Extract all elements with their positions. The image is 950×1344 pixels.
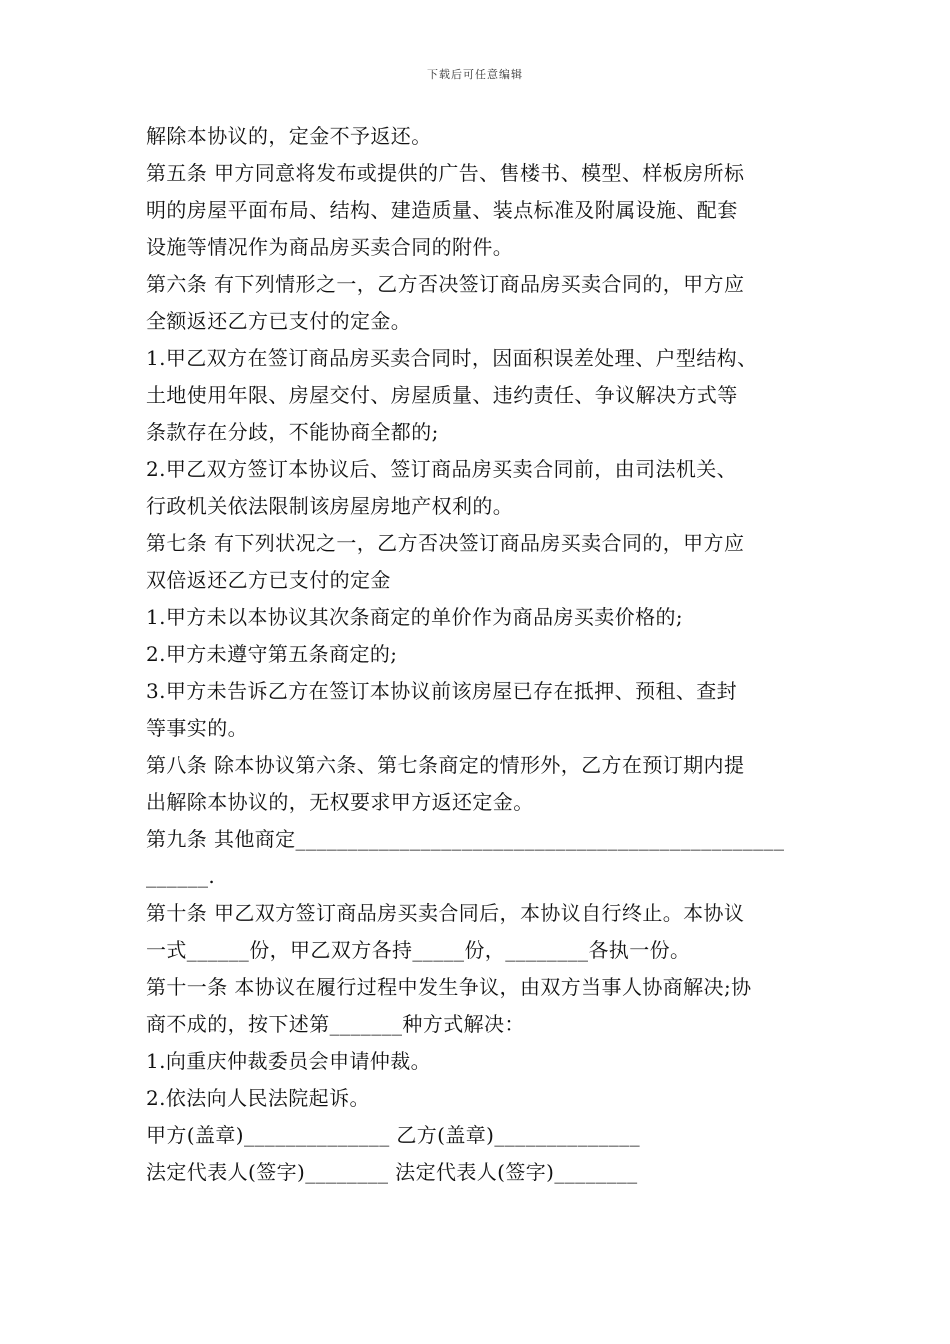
paragraph-line: 第十条 甲乙双方签订商品房买卖合同后，本协议自行终止。本协议 [146,901,745,925]
paragraph-line: 3.甲方未告诉乙方在签订本协议前该房屋已存在抵押、预租、查封 [146,679,738,703]
paragraph-line: 2.甲乙双方签订本协议后、签订商品房买卖合同前，由司法机关、 [146,457,738,481]
paragraph-line: 第六条 有下列情形之一，乙方否决签订商品房买卖合同的，甲方应 [146,272,745,296]
paragraph-line: ______. [146,864,216,888]
paragraph-line: 明的房屋平面布局、结构、建造质量、装点标准及附属设施、配套 [146,198,738,222]
paragraph-line: 第八条 除本协议第六条、第七条商定的情形外，乙方在预订期内提 [146,753,745,777]
paragraph-line: 2.依法向人民法院起诉。 [146,1086,370,1110]
signature-line: 甲方(盖章)______________ 乙方(盖章)______________ [146,1123,640,1147]
document-body [146,118,821,1191]
paragraph-line: 双倍返还乙方已支付的定金 [146,568,391,592]
signature-line: 法定代表人(签字)________ 法定代表人(签字)________ [146,1160,638,1184]
paragraph-line: 解除本协议的，定金不予返还。 [146,124,432,148]
paragraph-line: 行政机关依法限制该房屋房地产权利的。 [146,494,514,518]
paragraph-line: 等事实的。 [146,716,248,740]
paragraph-line: 一式______份，甲乙双方各持_____份，________各执一份。 [146,938,691,962]
page-header: 下载后可任意编辑 [427,68,523,81]
paragraph-line: 全额返还乙方已支付的定金。 [146,309,412,333]
paragraph-line: 土地使用年限、房屋交付、房屋质量、违约责任、争议解决方式等 [146,383,738,407]
paragraph-line: 第九条 其他商定_______________________________________________ [146,827,785,851]
paragraph-line: 条款存在分歧，不能协商全都的; [146,420,439,444]
paragraph-line: 1.向重庆仲裁委员会申请仲裁。 [146,1049,432,1073]
paragraph-line: 第五条 甲方同意将发布或提供的广告、售楼书、模型、样板房所标 [146,161,745,185]
paragraph-line: 1.甲方未以本协议其次条商定的单价作为商品房买卖价格的; [146,605,684,629]
paragraph-line: 第七条 有下列状况之一，乙方否决签订商品房买卖合同的，甲方应 [146,531,745,555]
paragraph-line: 1.甲乙双方在签订商品房买卖合同时，因面积误差处理、户型结构、 [146,346,758,370]
paragraph-line: 2.甲方未遵守第五条商定的; [146,642,398,666]
paragraph-line: 商不成的，按下述第_______种方式解决： [146,1012,525,1036]
paragraph-line: 第十一条 本协议在履行过程中发生争议，由双方当事人协商解决;协 [146,975,752,999]
paragraph-line: 出解除本协议的，无权要求甲方返还定金。 [146,790,534,814]
paragraph-line: 设施等情况作为商品房买卖合同的附件。 [146,235,514,259]
